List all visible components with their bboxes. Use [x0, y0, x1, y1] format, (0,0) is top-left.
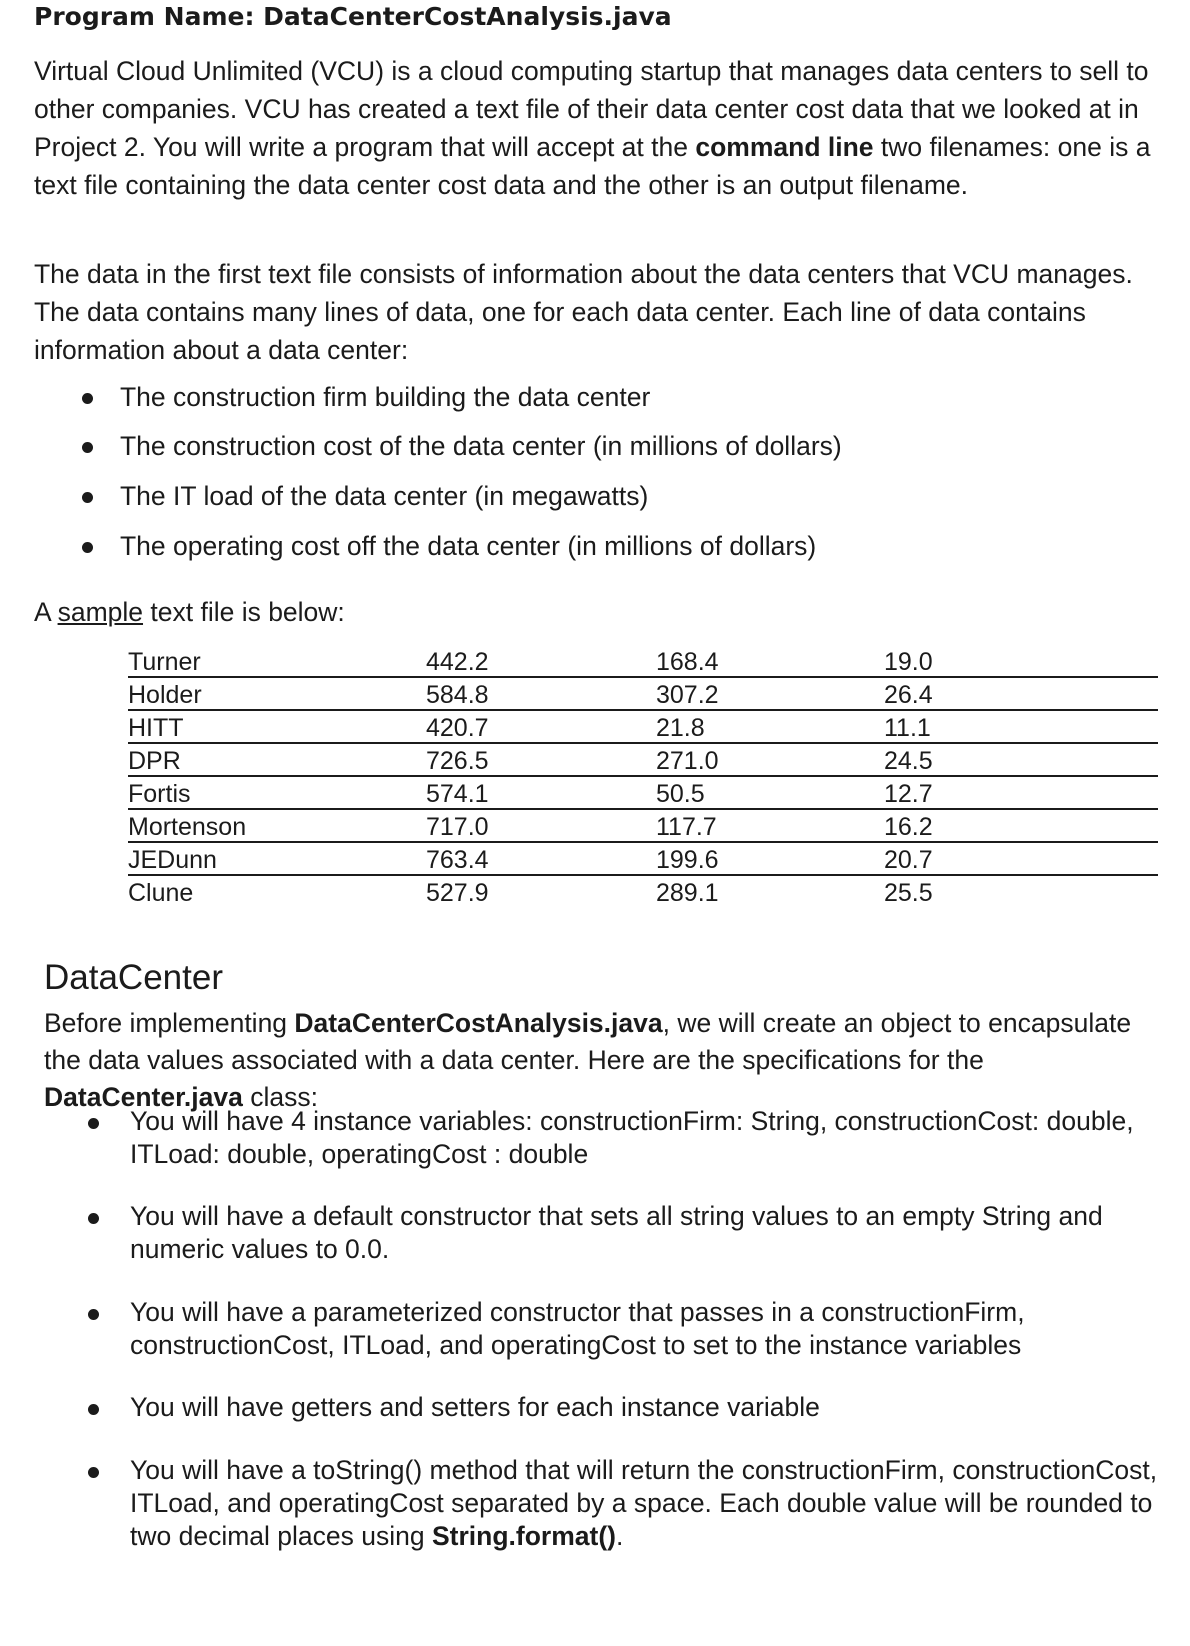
table-row: Holder 584.8 307.2 26.4: [128, 677, 1158, 710]
table-row: HITT 420.7 21.8 11.1: [128, 710, 1158, 743]
sample-data-table: [128, 645, 1158, 907]
intro-paragraph: Virtual Cloud Unlimited (VCU) is a cloud computing startup that manages data centers to sell to other companies. VCU has created a text file of their data center cost data that we looked at in Project 2. You will write a program that will accept at the command line two filenames: one is a text file containing the data center cost data and the other is an output filename.: [34, 56, 1151, 200]
document-page: Program Name: DataCenterCostAnalysis.java Virtual Cloud Unlimited (VCU) is a cloud computing startup that manages data centers to sell to other companies. VCU has created a text file of their data center cost data that we looked at in Project 2. You will write a program that will accept at the command line two filenames: one is a text file containing the data center cost data and the other is an output filename. The data in the first text file consists of information about the data centers that VCU manages. The data contains many lines of data, one for each data center. Each line of data contains information about a data center: The construction firm building the data center The construction cost of the data center (in millions of dollars) The IT load of the data center (in megawatts) The operating cost off the data center (in millions of dollars) A sample text file is below: Turner 442.2 168.4 19.0 Holder 584.8 307.2 26.4 HITT 420.7 21.8 11.1 DPR 726.5 271.0 24.5 Fortis 574.1 50.5 12.7 Mortenson 717.0 117.7 16.2 JEDunn 763.4 199.6 20.7 Clune 527.9 289.1 25.5 DataCenter Before implementing DataCenterCostAnalysis.java, we will create an object to encapsulate the data values associated with a data center. Here are the specifications for the DataCenter.java class: You will have 4 instance variables: constructionFirm: String, constructionCost: double, ITLoad: double, operatingCost : double You will have a default constructor that sets all string values to an empty String and numeric values to 0.0. You will have a parameterized constructor that passes in a constructionFirm, constructionCost, ITLoad, and operatingCost to set to the instance variables You will have getters and setters for each instance variable You will have a toString() method that will return the constructionFirm, constructionCost, ITLoad, and operatingCost separated by a space. Each double value will be rounded to two decimal places using String.format().: [0, 0, 1190, 1646]
list-item: You will have 4 instance variables: constructionFirm: String, constructionCost: double, ITLoad: double, operatingCost : double: [88, 1105, 1168, 1171]
table-row: Turner 442.2 168.4 19.0: [128, 645, 1158, 677]
table-row: Clune 527.9 289.1 25.5: [128, 879, 933, 907]
bullet-icon: [82, 492, 93, 503]
bullet-icon: [82, 393, 93, 404]
bullet-icon: [88, 1404, 99, 1415]
list-item: You will have a parameterized constructor that passes in a constructionFirm, constructionCost, ITLoad, and operatingCost to set to the instance variables: [88, 1296, 1168, 1362]
section-intro-paragraph: Before implementing DataCenterCostAnalysis.java, we will create an object to encapsulate the data values associated with a data center. Here are the specifications for the DataCenter.java class:: [44, 1008, 1132, 1112]
table-row: Fortis 574.1 50.5 12.7: [128, 776, 1158, 809]
sample-caption: A sample text file is below:: [34, 597, 345, 627]
program-title: Program Name: DataCenterCostAnalysis.java: [34, 2, 672, 31]
bullet-icon: [88, 1309, 99, 1320]
table-row: JEDunn 763.4 199.6 20.7: [128, 842, 1158, 875]
data-description-paragraph: The data in the first text file consists of information about the data centers that VCU manages. The data contains many lines of data, one for each data center. Each line of data contains information about a data center:: [34, 259, 1133, 365]
bullet-icon: [88, 1118, 99, 1129]
list-item: You will have getters and setters for each instance variable: [88, 1391, 1168, 1424]
section-heading: DataCenter: [44, 958, 223, 997]
list-item: You will have a toString() method that will return the constructionFirm, constructionCost, ITLoad, and operatingCost separated by a space. Each double value will be rounded to two decimal places using String.format().: [88, 1454, 1168, 1553]
bullet-icon: [88, 1213, 99, 1224]
bullet-icon: [82, 542, 93, 553]
list-item: You will have a default constructor that sets all string values to an empty String and numeric values to 0.0.: [88, 1200, 1168, 1266]
table-row: DPR 726.5 271.0 24.5: [128, 743, 1158, 776]
bullet-icon: [88, 1467, 99, 1478]
table-row: Mortenson 717.0 117.7 16.2: [128, 809, 1158, 842]
bullet-icon: [82, 442, 93, 453]
command-line-emphasis: command line: [695, 132, 874, 162]
